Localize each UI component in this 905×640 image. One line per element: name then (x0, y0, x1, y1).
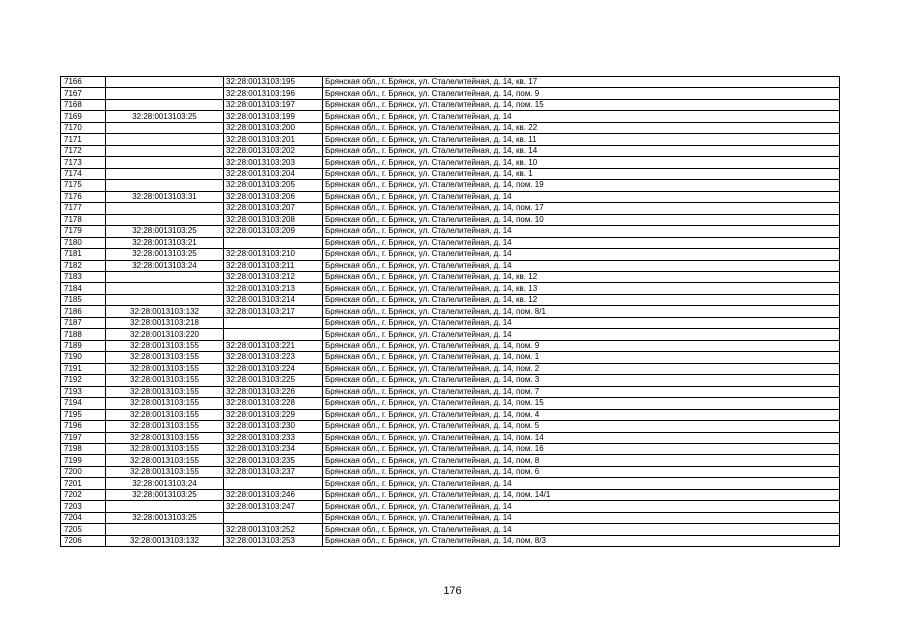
parent-cadastral-cell (106, 214, 224, 225)
row-number-cell: 7197 (61, 432, 106, 443)
cadastral-number-cell: 32:28:0013103:201 (224, 134, 323, 145)
cadastral-number-cell: 32:28:0013103:225 (224, 375, 323, 386)
cadastral-number-cell: 32:28:0013103:233 (224, 432, 323, 443)
parent-cadastral-cell (106, 501, 224, 512)
address-cell: Брянская обл., г. Брянск, ул. Сталелитейная, д. 14 (323, 237, 840, 248)
cadastral-number-cell: 32:28:0013103:208 (224, 214, 323, 225)
table-row (61, 455, 840, 466)
address-cell: Брянская обл., г. Брянск, ул. Сталелитейная, д. 14, пом. 15 (323, 99, 840, 110)
parent-cadastral-cell: 32:28:0013103:24 (106, 478, 224, 489)
address-cell: Брянская обл., г. Брянск, ул. Сталелитейная, д. 14 (323, 524, 840, 535)
cadastral-number-cell: 32:28:0013103:246 (224, 489, 323, 500)
address-cell: Брянская обл., г. Брянск, ул. Сталелитейная, д. 14 (323, 329, 840, 340)
table-row (61, 501, 840, 512)
parent-cadastral-cell (106, 180, 224, 191)
address-cell: Брянская обл., г. Брянск, ул. Сталелитейная, д. 14, пом. 7 (323, 386, 840, 397)
row-number-cell: 7185 (61, 294, 106, 305)
address-cell: Брянская обл., г. Брянск, ул. Сталелитейная, д. 14 (323, 317, 840, 328)
cadastral-number-cell: 32:28:0013103:203 (224, 157, 323, 168)
cadastral-number-cell: 32:28:0013103:206 (224, 191, 323, 202)
parent-cadastral-cell: 32:28:0013103:25 (106, 226, 224, 237)
table-row (61, 444, 840, 455)
parent-cadastral-cell: 32:28:0013103:25 (106, 489, 224, 500)
row-number-cell: 7166 (61, 77, 106, 88)
parent-cadastral-cell: 32:28:0013103:25 (106, 111, 224, 122)
row-number-cell: 7188 (61, 329, 106, 340)
table-row (61, 283, 840, 294)
table-row (61, 294, 840, 305)
cadastral-number-cell: 32:28:0013103:214 (224, 294, 323, 305)
parent-cadastral-cell: 32:28:0013103:220 (106, 329, 224, 340)
parent-cadastral-cell: 32:28:0013103:155 (106, 409, 224, 420)
cadastral-number-cell: 32:28:0013103:224 (224, 363, 323, 374)
table-row (61, 203, 840, 214)
row-number-cell: 7205 (61, 524, 106, 535)
cadastral-number-cell (224, 317, 323, 328)
table-row (61, 535, 840, 546)
cadastral-number-cell: 32:28:0013103:197 (224, 99, 323, 110)
table-row (61, 375, 840, 386)
table-row (61, 512, 840, 523)
row-number-cell: 7199 (61, 455, 106, 466)
cadastral-number-cell: 32:28:0013103:210 (224, 249, 323, 260)
address-cell: Брянская обл., г. Брянск, ул. Сталелитейная, д. 14, пом. 14 (323, 432, 840, 443)
row-number-cell: 7178 (61, 214, 106, 225)
cadastral-table (60, 76, 840, 547)
parent-cadastral-cell (106, 283, 224, 294)
cadastral-number-cell: 32:28:0013103:237 (224, 466, 323, 477)
parent-cadastral-cell: 32:28:0013103:132 (106, 306, 224, 317)
cadastral-number-cell: 32:28:0013103:202 (224, 145, 323, 156)
table-row (61, 77, 840, 88)
address-cell: Брянская обл., г. Брянск, ул. Сталелитейная, д. 14, пом. 8/1 (323, 306, 840, 317)
address-cell: Брянская обл., г. Брянск, ул. Сталелитейная, д. 14, кв. 17 (323, 77, 840, 88)
parent-cadastral-cell: 32:28:0013103:31 (106, 191, 224, 202)
parent-cadastral-cell: 32:28:0013103:21 (106, 237, 224, 248)
table-row (61, 226, 840, 237)
table-row (61, 134, 840, 145)
address-cell: Брянская обл., г. Брянск, ул. Сталелитейная, д. 14 (323, 260, 840, 271)
parent-cadastral-cell (106, 145, 224, 156)
address-cell: Брянская обл., г. Брянск, ул. Сталелитейная, д. 14, пом. 1 (323, 352, 840, 363)
parent-cadastral-cell (106, 524, 224, 535)
address-cell: Брянская обл., г. Брянск, ул. Сталелитейная, д. 14, пом. 16 (323, 444, 840, 455)
table-row (61, 88, 840, 99)
row-number-cell: 7177 (61, 203, 106, 214)
address-cell: Брянская обл., г. Брянск, ул. Сталелитейная, д. 14 (323, 226, 840, 237)
parent-cadastral-cell: 32:28:0013103:132 (106, 535, 224, 546)
address-cell: Брянская обл., г. Брянск, ул. Сталелитейная, д. 14, пом. 9 (323, 340, 840, 351)
parent-cadastral-cell (106, 271, 224, 282)
table-row (61, 306, 840, 317)
address-cell: Брянская обл., г. Брянск, ул. Сталелитейная, д. 14, пом. 19 (323, 180, 840, 191)
parent-cadastral-cell: 32:28:0013103:155 (106, 455, 224, 466)
row-number-cell: 7181 (61, 249, 106, 260)
row-number-cell: 7192 (61, 375, 106, 386)
cadastral-number-cell: 32:28:0013103:200 (224, 122, 323, 133)
cadastral-number-cell: 32:28:0013103:199 (224, 111, 323, 122)
row-number-cell: 7187 (61, 317, 106, 328)
table-row (61, 237, 840, 248)
row-number-cell: 7203 (61, 501, 106, 512)
address-cell: Брянская обл., г. Брянск, ул. Сталелитейная, д. 14, кв. 14 (323, 145, 840, 156)
row-number-cell: 7193 (61, 386, 106, 397)
table-row (61, 271, 840, 282)
address-cell: Брянская обл., г. Брянск, ул. Сталелитейная, д. 14, пом. 6 (323, 466, 840, 477)
row-number-cell: 7174 (61, 168, 106, 179)
cadastral-number-cell: 32:28:0013103:217 (224, 306, 323, 317)
address-cell: Брянская обл., г. Брянск, ул. Сталелитейная, д. 14 (323, 191, 840, 202)
row-number-cell: 7196 (61, 421, 106, 432)
address-cell: Брянская обл., г. Брянск, ул. Сталелитейная, д. 14, кв. 10 (323, 157, 840, 168)
table-row (61, 191, 840, 202)
row-number-cell: 7201 (61, 478, 106, 489)
address-cell: Брянская обл., г. Брянск, ул. Сталелитейная, д. 14, кв. 12 (323, 294, 840, 305)
row-number-cell: 7172 (61, 145, 106, 156)
parent-cadastral-cell: 32:28:0013103:218 (106, 317, 224, 328)
cadastral-number-cell: 32:28:0013103:253 (224, 535, 323, 546)
table-row (61, 145, 840, 156)
address-cell: Брянская обл., г. Брянск, ул. Сталелитейная, д. 14 (323, 111, 840, 122)
cadastral-number-cell: 32:28:0013103:209 (224, 226, 323, 237)
address-cell: Брянская обл., г. Брянск, ул. Сталелитейная, д. 14, кв. 12 (323, 271, 840, 282)
row-number-cell: 7179 (61, 226, 106, 237)
parent-cadastral-cell: 32:28:0013103:155 (106, 340, 224, 351)
parent-cadastral-cell: 32:28:0013103:155 (106, 432, 224, 443)
parent-cadastral-cell (106, 122, 224, 133)
parent-cadastral-cell (106, 294, 224, 305)
address-cell: Брянская обл., г. Брянск, ул. Сталелитейная, д. 14, пом. 9 (323, 88, 840, 99)
cadastral-number-cell: 32:28:0013103:196 (224, 88, 323, 99)
parent-cadastral-cell (106, 203, 224, 214)
row-number-cell: 7168 (61, 99, 106, 110)
parent-cadastral-cell: 32:28:0013103:25 (106, 512, 224, 523)
address-cell: Брянская обл., г. Брянск, ул. Сталелитейная, д. 14, пом. 10 (323, 214, 840, 225)
row-number-cell: 7202 (61, 489, 106, 500)
cadastral-number-cell: 32:28:0013103:204 (224, 168, 323, 179)
row-number-cell: 7183 (61, 271, 106, 282)
cadastral-number-cell: 32:28:0013103:213 (224, 283, 323, 294)
parent-cadastral-cell: 32:28:0013103:155 (106, 375, 224, 386)
cadastral-number-cell: 32:28:0013103:228 (224, 398, 323, 409)
row-number-cell: 7204 (61, 512, 106, 523)
cadastral-number-cell: 32:28:0013103:226 (224, 386, 323, 397)
row-number-cell: 7198 (61, 444, 106, 455)
table-row (61, 478, 840, 489)
row-number-cell: 7180 (61, 237, 106, 248)
cadastral-number-cell: 32:28:0013103:207 (224, 203, 323, 214)
address-cell: Брянская обл., г. Брянск, ул. Сталелитейная, д. 14, пом. 15 (323, 398, 840, 409)
row-number-cell: 7182 (61, 260, 106, 271)
row-number-cell: 7190 (61, 352, 106, 363)
cadastral-number-cell: 32:28:0013103:205 (224, 180, 323, 191)
table-row (61, 489, 840, 500)
table-row (61, 329, 840, 340)
address-cell: Брянская обл., г. Брянск, ул. Сталелитейная, д. 14, пом. 14/1 (323, 489, 840, 500)
cadastral-number-cell: 32:28:0013103:221 (224, 340, 323, 351)
table-row (61, 122, 840, 133)
parent-cadastral-cell: 32:28:0013103:155 (106, 352, 224, 363)
address-cell: Брянская обл., г. Брянск, ул. Сталелитейная, д. 14, пом. 2 (323, 363, 840, 374)
parent-cadastral-cell (106, 88, 224, 99)
parent-cadastral-cell (106, 157, 224, 168)
row-number-cell: 7171 (61, 134, 106, 145)
parent-cadastral-cell (106, 168, 224, 179)
page-number: 176 (443, 585, 462, 597)
address-cell: Брянская обл., г. Брянск, ул. Сталелитейная, д. 14, пом. 8 (323, 455, 840, 466)
parent-cadastral-cell: 32:28:0013103:155 (106, 421, 224, 432)
table-row (61, 260, 840, 271)
cadastral-number-cell: 32:28:0013103:230 (224, 421, 323, 432)
table-row (61, 168, 840, 179)
table-row (61, 180, 840, 191)
cadastral-number-cell: 32:28:0013103:247 (224, 501, 323, 512)
cadastral-number-cell: 32:28:0013103:235 (224, 455, 323, 466)
address-cell: Брянская обл., г. Брянск, ул. Сталелитейная, д. 14, пом. 17 (323, 203, 840, 214)
table-body (61, 77, 840, 547)
row-number-cell: 7176 (61, 191, 106, 202)
parent-cadastral-cell: 32:28:0013103:24 (106, 260, 224, 271)
row-number-cell: 7191 (61, 363, 106, 374)
address-cell: Брянская обл., г. Брянск, ул. Сталелитейная, д. 14, кв. 22 (323, 122, 840, 133)
table-row (61, 466, 840, 477)
cadastral-number-cell (224, 512, 323, 523)
parent-cadastral-cell: 32:28:0013103:155 (106, 398, 224, 409)
row-number-cell: 7184 (61, 283, 106, 294)
row-number-cell: 7189 (61, 340, 106, 351)
address-cell: Брянская обл., г. Брянск, ул. Сталелитейная, д. 14, пом. 5 (323, 421, 840, 432)
row-number-cell: 7173 (61, 157, 106, 168)
cadastral-number-cell: 32:28:0013103:223 (224, 352, 323, 363)
parent-cadastral-cell (106, 134, 224, 145)
table-row (61, 99, 840, 110)
address-cell: Брянская обл., г. Брянск, ул. Сталелитейная, д. 14, пом. 8/3 (323, 535, 840, 546)
address-cell: Брянская обл., г. Брянск, ул. Сталелитейная, д. 14 (323, 501, 840, 512)
cadastral-number-cell: 32:28:0013103:229 (224, 409, 323, 420)
cadastral-number-cell (224, 478, 323, 489)
row-number-cell: 7170 (61, 122, 106, 133)
table-row (61, 524, 840, 535)
parent-cadastral-cell: 32:28:0013103:155 (106, 466, 224, 477)
cadastral-number-cell: 32:28:0013103:212 (224, 271, 323, 282)
parent-cadastral-cell: 32:28:0013103:25 (106, 249, 224, 260)
table-row (61, 157, 840, 168)
table-row (61, 421, 840, 432)
table-row (61, 363, 840, 374)
parent-cadastral-cell: 32:28:0013103:155 (106, 386, 224, 397)
cadastral-number-cell: 32:28:0013103:252 (224, 524, 323, 535)
table-row (61, 214, 840, 225)
row-number-cell: 7200 (61, 466, 106, 477)
address-cell: Брянская обл., г. Брянск, ул. Сталелитейная, д. 14, кв. 11 (323, 134, 840, 145)
address-cell: Брянская обл., г. Брянск, ул. Сталелитейная, д. 14, кв. 13 (323, 283, 840, 294)
cadastral-number-cell (224, 329, 323, 340)
row-number-cell: 7195 (61, 409, 106, 420)
table-row (61, 409, 840, 420)
address-cell: Брянская обл., г. Брянск, ул. Сталелитейная, д. 14 (323, 512, 840, 523)
table-row (61, 111, 840, 122)
parent-cadastral-cell: 32:28:0013103:155 (106, 444, 224, 455)
parent-cadastral-cell (106, 99, 224, 110)
address-cell: Брянская обл., г. Брянск, ул. Сталелитейная, д. 14 (323, 249, 840, 260)
row-number-cell: 7194 (61, 398, 106, 409)
table-row (61, 432, 840, 443)
address-cell: Брянская обл., г. Брянск, ул. Сталелитейная, д. 14, пом. 4 (323, 409, 840, 420)
address-cell: Брянская обл., г. Брянск, ул. Сталелитейная, д. 14, кв. 1 (323, 168, 840, 179)
parent-cadastral-cell: 32:28:0013103:155 (106, 363, 224, 374)
table-row (61, 340, 840, 351)
row-number-cell: 7186 (61, 306, 106, 317)
table-row (61, 398, 840, 409)
cadastral-number-cell: 32:28:0013103:195 (224, 77, 323, 88)
address-cell: Брянская обл., г. Брянск, ул. Сталелитейная, д. 14, пом. 3 (323, 375, 840, 386)
cadastral-number-cell (224, 237, 323, 248)
table-row (61, 317, 840, 328)
row-number-cell: 7206 (61, 535, 106, 546)
table-row (61, 352, 840, 363)
address-cell: Брянская обл., г. Брянск, ул. Сталелитейная, д. 14 (323, 478, 840, 489)
row-number-cell: 7167 (61, 88, 106, 99)
row-number-cell: 7175 (61, 180, 106, 191)
row-number-cell: 7169 (61, 111, 106, 122)
parent-cadastral-cell (106, 77, 224, 88)
table-row (61, 386, 840, 397)
table-row (61, 249, 840, 260)
cadastral-number-cell: 32:28:0013103:211 (224, 260, 323, 271)
cadastral-number-cell: 32:28:0013103:234 (224, 444, 323, 455)
